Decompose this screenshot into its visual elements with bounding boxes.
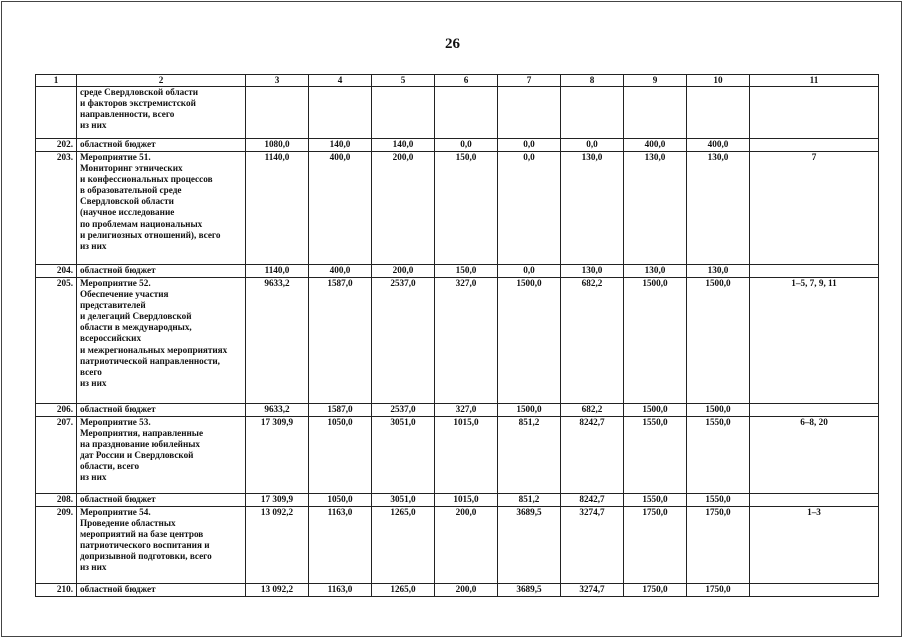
column-header: 1 [36,75,77,87]
row-number: 209. [36,507,77,584]
row-value: 3274,7 [561,584,624,597]
row-value: 0,0 [498,139,561,152]
table-row [36,507,879,584]
row-value: 1550,0 [624,494,687,507]
column-number-row [36,75,879,87]
row-value: 682,2 [561,278,624,404]
column-header: 7 [498,75,561,87]
row-value: 1587,0 [309,278,372,404]
row-value: 200,0 [372,265,435,278]
row-number: 207. [36,417,77,494]
row-value: 1750,0 [687,584,750,597]
column-header: 2 [77,75,246,87]
row-value: 1750,0 [624,584,687,597]
row-value: 140,0 [372,139,435,152]
row-value: 0,0 [435,139,498,152]
budget-table [35,74,879,597]
row-value: 851,2 [498,417,561,494]
table-row [36,139,879,152]
table-row [36,494,879,507]
row-target-indicators [750,265,879,278]
row-value: 1015,0 [435,494,498,507]
table-row [36,584,879,597]
table-row [36,417,879,494]
row-target-indicators [750,404,879,417]
row-target-indicators: 7 [750,152,879,265]
row-value: 3274,7 [561,507,624,584]
row-value: 400,0 [687,139,750,152]
row-value: 130,0 [687,152,750,265]
row-target-indicators [750,139,879,152]
row-name: областной бюджет [77,494,246,507]
row-value: 150,0 [435,152,498,265]
row-value: 130,0 [561,265,624,278]
row-value: 1500,0 [687,404,750,417]
row-value: 1550,0 [687,494,750,507]
row-value: 682,2 [561,404,624,417]
row-value [372,87,435,139]
row-value: 17 309,9 [246,494,309,507]
row-value: 17 309,9 [246,417,309,494]
row-value: 140,0 [309,139,372,152]
row-value: 1050,0 [309,494,372,507]
row-target-indicators: 1–5, 7, 9, 11 [750,278,879,404]
row-value [561,87,624,139]
row-value: 1140,0 [246,152,309,265]
row-value: 9633,2 [246,278,309,404]
row-name: областной бюджет [77,265,246,278]
row-value: 1750,0 [687,507,750,584]
column-header: 8 [561,75,624,87]
row-value: 327,0 [435,278,498,404]
row-value: 1265,0 [372,584,435,597]
row-value: 1550,0 [624,417,687,494]
row-value: 130,0 [624,152,687,265]
row-target-indicators: 1–3 [750,507,879,584]
row-value: 1500,0 [624,278,687,404]
row-name: среде Свердловской области и факторов экстремистской направленности, всего из них [77,87,246,139]
row-target-indicators [750,87,879,139]
row-value: 1500,0 [498,278,561,404]
row-value: 400,0 [309,265,372,278]
row-value: 1265,0 [372,507,435,584]
row-name: областной бюджет [77,584,246,597]
row-value: 3689,5 [498,507,561,584]
row-target-indicators [750,494,879,507]
row-value [687,87,750,139]
row-value [435,87,498,139]
row-name: областной бюджет [77,404,246,417]
row-value: 0,0 [498,152,561,265]
row-value: 1500,0 [498,404,561,417]
row-value: 200,0 [435,584,498,597]
column-header: 10 [687,75,750,87]
row-value: 1500,0 [687,278,750,404]
row-value: 9633,2 [246,404,309,417]
row-value: 130,0 [687,265,750,278]
row-value: 8242,7 [561,417,624,494]
row-value: 130,0 [624,265,687,278]
row-value: 200,0 [435,507,498,584]
row-value [624,87,687,139]
row-value [246,87,309,139]
row-value: 1750,0 [624,507,687,584]
row-number: 203. [36,152,77,265]
table-row [36,278,879,404]
page-number: 26 [445,36,460,52]
row-value: 851,2 [498,494,561,507]
row-number: 204. [36,265,77,278]
table-row [36,87,879,139]
row-value: 1140,0 [246,265,309,278]
row-value: 130,0 [561,152,624,265]
column-header: 5 [372,75,435,87]
row-value: 1080,0 [246,139,309,152]
row-number [36,87,77,139]
row-name: Мероприятие 53. Мероприятия, направленные на празднование юбилейных дат России и Свердловской области, всего из них [77,417,246,494]
table-row [36,404,879,417]
column-header: 3 [246,75,309,87]
row-value: 1550,0 [687,417,750,494]
row-value: 13 092,2 [246,584,309,597]
row-value: 1163,0 [309,584,372,597]
row-value: 2537,0 [372,278,435,404]
row-number: 208. [36,494,77,507]
table-body [36,87,879,597]
row-value: 3051,0 [372,417,435,494]
row-value: 1163,0 [309,507,372,584]
table-row [36,265,879,278]
row-value: 1050,0 [309,417,372,494]
row-target-indicators [750,584,879,597]
row-value [498,87,561,139]
column-header: 4 [309,75,372,87]
row-name: областной бюджет [77,139,246,152]
row-value: 3051,0 [372,494,435,507]
row-value: 1587,0 [309,404,372,417]
row-name: Мероприятие 54. Проведение областных мероприятий на базе центров патриотического воспитания и допризывной подготовки, всего из них [77,507,246,584]
row-value [309,87,372,139]
row-value: 1015,0 [435,417,498,494]
row-number: 202. [36,139,77,152]
row-value: 400,0 [309,152,372,265]
row-value: 2537,0 [372,404,435,417]
row-value: 0,0 [561,139,624,152]
row-value: 8242,7 [561,494,624,507]
column-header: 9 [624,75,687,87]
row-value: 150,0 [435,265,498,278]
column-header: 6 [435,75,498,87]
row-name: Мероприятие 52. Обеспечение участия представителей и делегаций Свердловской области в международных, всероссийских и межрегиональных мероприятиях патриотической направленности, всего из них [77,278,246,404]
row-value: 3689,5 [498,584,561,597]
row-value: 1500,0 [624,404,687,417]
row-target-indicators: 6–8, 20 [750,417,879,494]
column-header: 11 [750,75,879,87]
row-value: 200,0 [372,152,435,265]
row-number: 210. [36,584,77,597]
row-value: 327,0 [435,404,498,417]
row-name: Мероприятие 51. Мониторинг этнических и конфессиональных процессов в образовательной среде Свердловской области (научное исследование по проблемам национальных и религиозных отношений), всего из них [77,152,246,265]
row-value: 13 092,2 [246,507,309,584]
row-value: 400,0 [624,139,687,152]
row-value: 0,0 [498,265,561,278]
table-row [36,152,879,265]
row-number: 206. [36,404,77,417]
row-number: 205. [36,278,77,404]
